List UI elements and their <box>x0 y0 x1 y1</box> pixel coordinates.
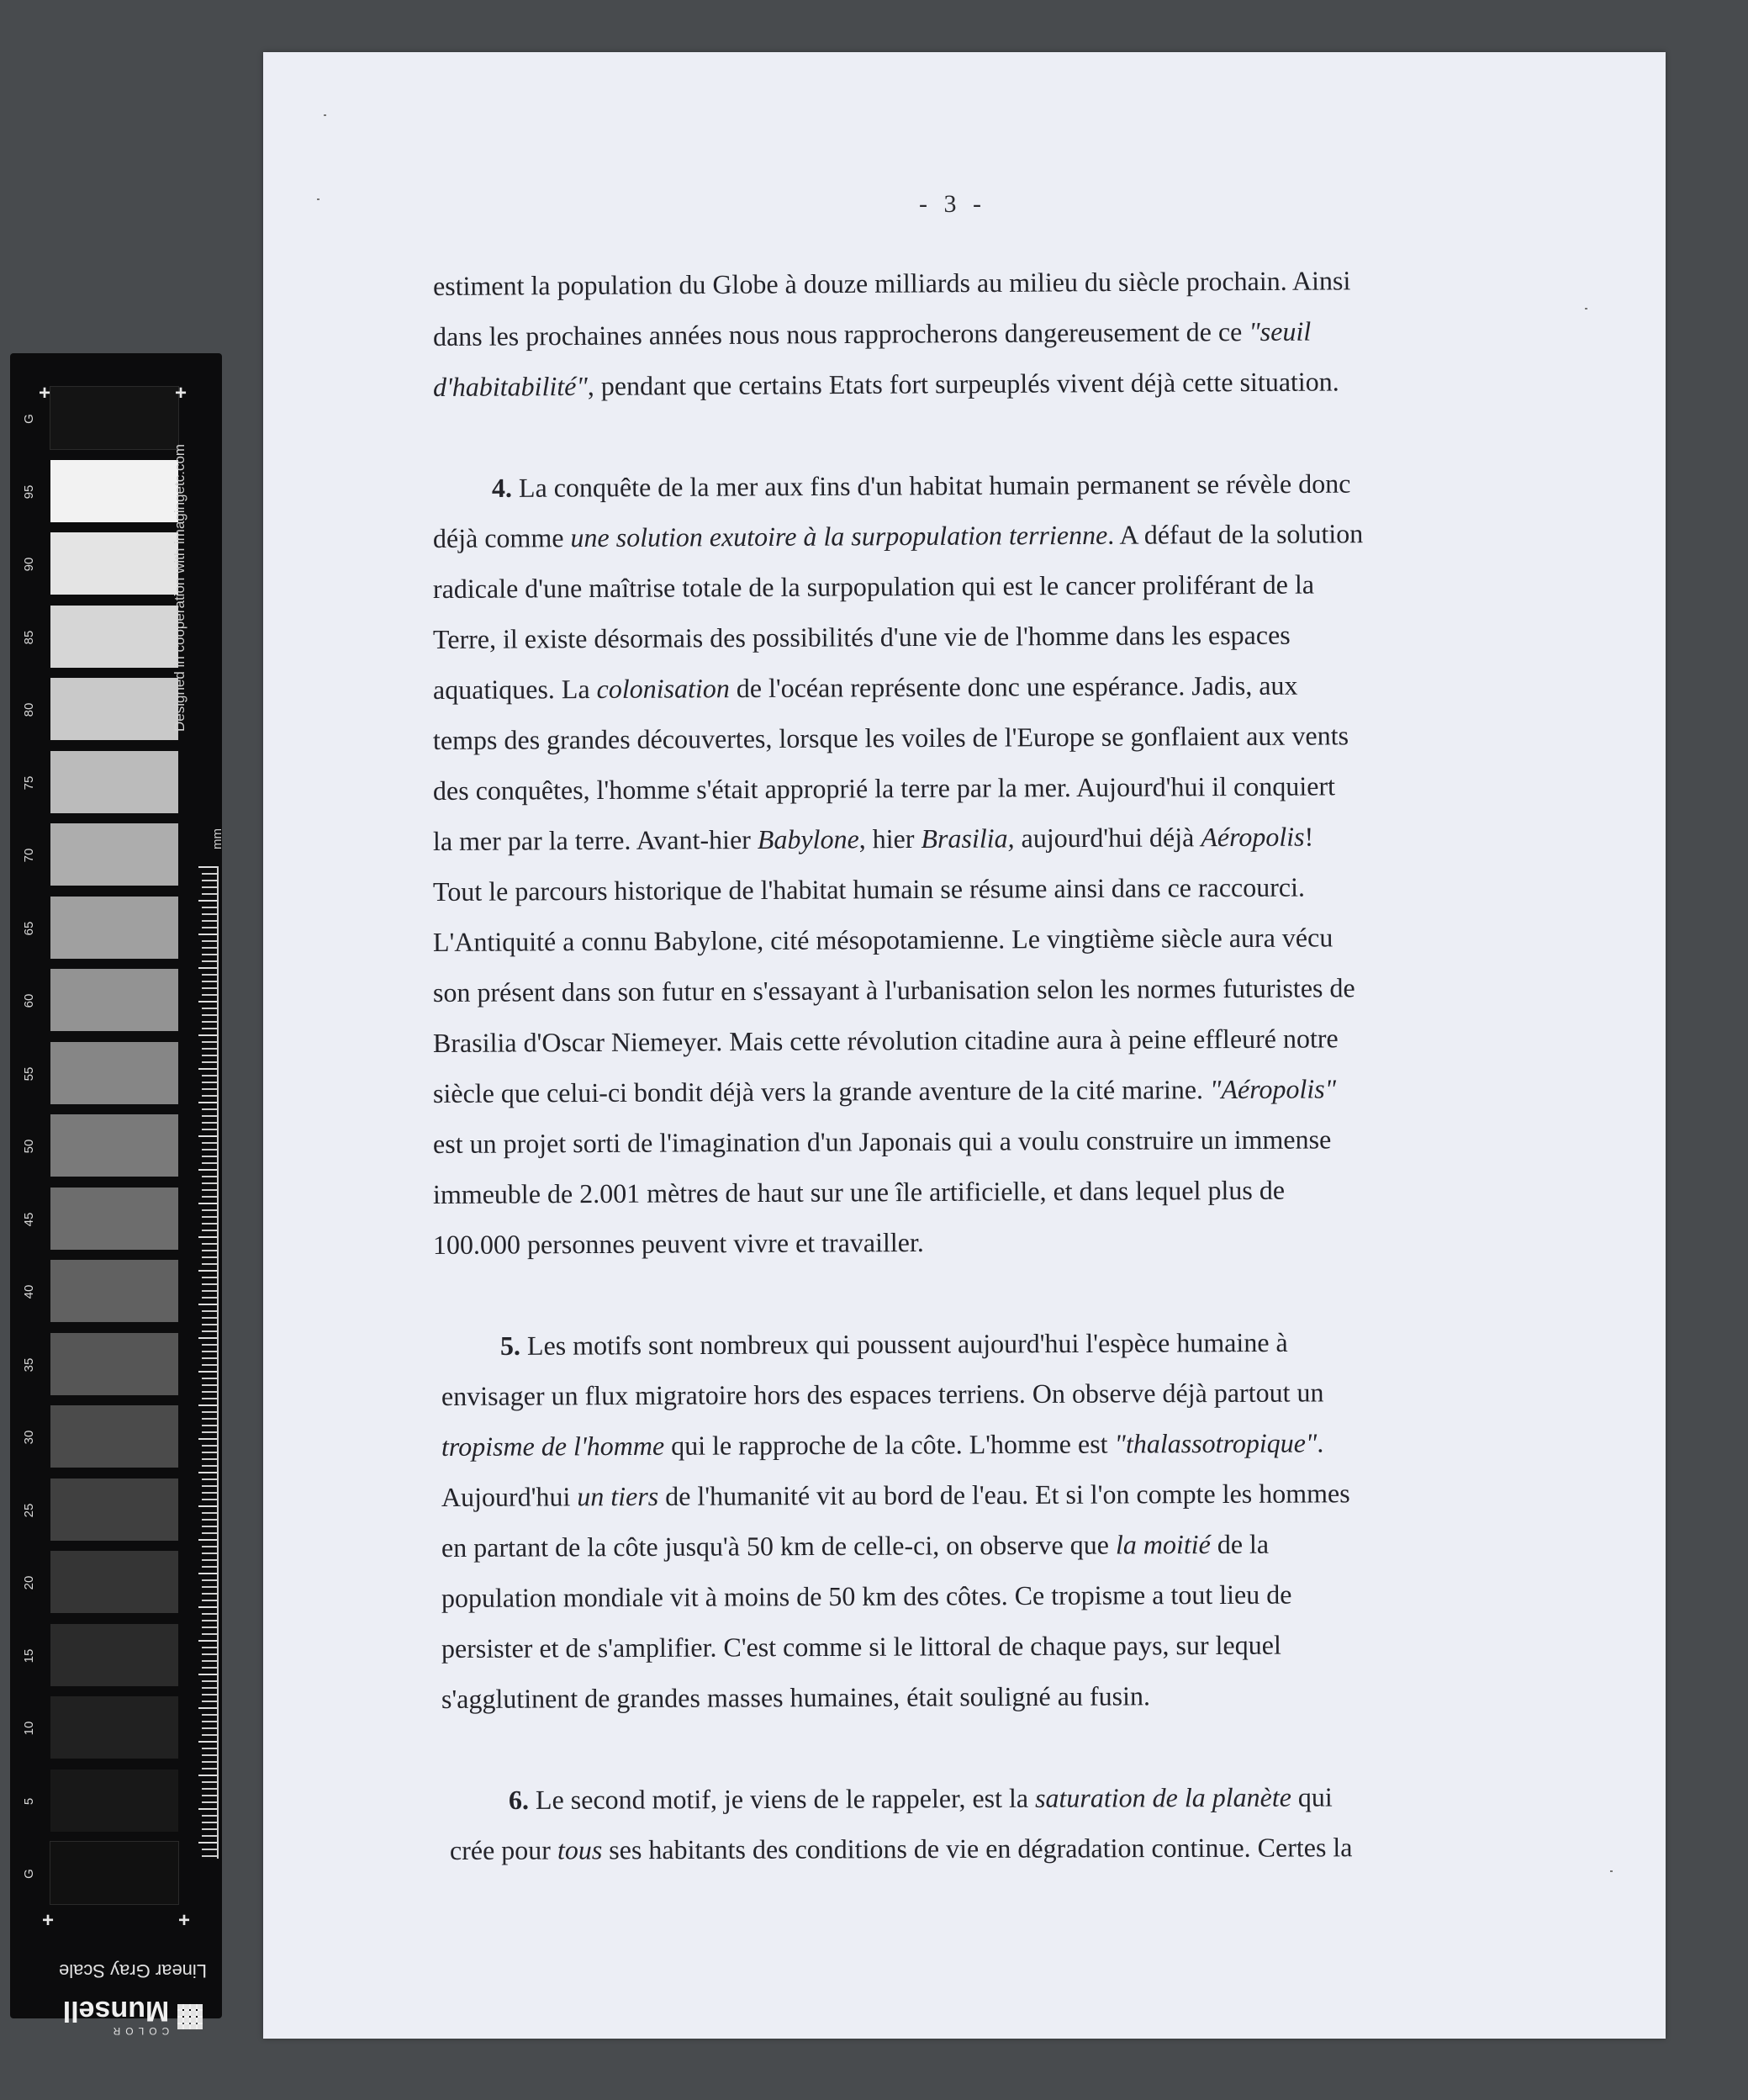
text-run: persister et de s'amplifier. C'est comme si le littoral de chaque pays, sur lequel <box>441 1629 1281 1664</box>
patch-label: 95 <box>22 484 36 499</box>
ruler-major-ticks <box>198 866 219 1859</box>
patch-label: 90 <box>22 557 36 572</box>
text-run: qui le rapproche de la côte. L'homme est <box>664 1428 1115 1461</box>
patch-label: 60 <box>22 993 36 1008</box>
patch-label: 45 <box>22 1212 36 1226</box>
gray-patch <box>50 1769 178 1832</box>
text-line <box>433 720 1349 756</box>
gray-patch <box>50 1260 178 1322</box>
italic-text: colonisation <box>596 673 730 704</box>
patch-label: G <box>22 414 36 424</box>
text-run: 100.000 personnes peuvent vivre et travailler. <box>432 1226 924 1260</box>
text-line <box>433 316 1311 352</box>
italic-text: un tiers <box>577 1480 659 1512</box>
text-run: dans les prochaines années nous nous rapprocherons dangereusement de ce <box>432 316 1249 352</box>
text-line <box>433 569 1314 605</box>
italic-text: "thalassotropique" <box>1114 1427 1318 1459</box>
text-line <box>441 1427 1323 1463</box>
italic-text: Brasilia, <box>921 823 1015 854</box>
text-line <box>433 972 1355 1008</box>
text-run: La conquête de la mer aux fins d'un habitat humain permanent se révèle donc <box>511 468 1351 503</box>
text-line <box>450 1832 1353 1866</box>
munsell-color-word: COLOR <box>108 2025 170 2037</box>
mm-label: mm <box>210 828 224 849</box>
text-run: Terre, il existe désormais des possibilités d'une vie de l'homme dans les espaces <box>432 619 1291 654</box>
gray-patch <box>50 969 178 1031</box>
gray-patch <box>50 532 178 595</box>
text-run: population mondiale vit à moins de 50 km des côtes. Ce tropisme a tout lieu de <box>441 1579 1292 1613</box>
patch-label: G <box>22 1869 36 1879</box>
scan-speck <box>317 198 319 200</box>
italic-text: "Aéropolis" <box>1209 1073 1337 1105</box>
text-run: aujourd'hui déjà <box>1014 822 1201 854</box>
text-run: immeuble de 2.001 mètres de haut sur une île artificielle, et dans lequel plus de <box>432 1174 1286 1209</box>
patch-label: 70 <box>22 848 36 863</box>
gray-patch <box>50 1333 178 1395</box>
text-run: temps des grandes découvertes, lorsque les voiles de l'Europe se gonflaient aux vents <box>432 720 1349 755</box>
text-line <box>441 1529 1269 1563</box>
patch-label: 75 <box>22 775 36 790</box>
gray-patch <box>50 1114 178 1177</box>
text-run: estiment la population du Globe à douze milliards au milieu du siècle prochain. Ainsi <box>432 265 1351 301</box>
gray-patch <box>50 1042 178 1104</box>
paragraph-number: 6. <box>508 1784 530 1815</box>
text-line <box>441 1478 1350 1513</box>
text-run: de l'océan représente donc une espérance. Jadis, aux <box>729 669 1298 704</box>
gray-patch <box>50 1405 178 1468</box>
patch-label: 10 <box>22 1721 36 1736</box>
gray-patch <box>50 606 178 668</box>
text-run: Le second motif, je viens de le rappeler, est la <box>528 1782 1036 1815</box>
scan-speck <box>1610 1870 1613 1872</box>
text-line <box>433 265 1351 302</box>
text-line <box>433 518 1363 554</box>
scan-speck <box>324 114 326 116</box>
italic-text: Aéropolis <box>1201 821 1305 853</box>
gray-patch <box>50 751 178 813</box>
italic-text: la moitié <box>1115 1529 1211 1560</box>
text-run: de la <box>1210 1528 1270 1560</box>
text-line <box>433 1175 1285 1210</box>
plus-mark: + <box>175 382 187 405</box>
text-line <box>433 1023 1339 1059</box>
patch-label: 50 <box>22 1139 36 1154</box>
gray-scale-strip <box>10 353 224 2037</box>
text-line <box>492 468 1351 504</box>
gray-patch <box>50 678 178 740</box>
italic-text: tous <box>557 1834 603 1865</box>
text-run: s'agglutinent de grandes masses humaines, était souligné au fusin. <box>441 1680 1150 1714</box>
text-line <box>433 620 1291 655</box>
patch-label: 20 <box>22 1575 36 1590</box>
text-run: L'Antiquité a connu Babylone, cité mésopotamienne. Le vingtième siècle aura vécu <box>432 922 1333 957</box>
plus-mark: + <box>39 382 51 405</box>
text-run: ses habitants des conditions de vie en dégradation continue. Certes la <box>602 1832 1353 1865</box>
text-line <box>441 1377 1324 1412</box>
text-line <box>433 822 1313 857</box>
patch-label: 40 <box>22 1284 36 1299</box>
patch-label: 30 <box>22 1430 36 1445</box>
patch-label: 80 <box>22 702 36 717</box>
text-run: Les motifs sont nombreux qui poussent aujourd'hui l'espèce humaine à <box>520 1326 1288 1361</box>
italic-text: Babylone <box>757 823 859 854</box>
text-line <box>433 872 1305 907</box>
text-run: Tout le parcours historique de l'habitat humain se résume ainsi dans ce raccourci. <box>432 871 1306 907</box>
gray-patch <box>50 1696 178 1759</box>
text-run: Aujourd'hui <box>441 1481 578 1512</box>
text-line <box>500 1327 1288 1362</box>
text-run: siècle que celui-ci bondit déjà vers la grande aventure de la cité marine. <box>432 1074 1211 1108</box>
text-run: . A défaut de la solution <box>1107 518 1364 550</box>
text-run: ! <box>1304 821 1314 852</box>
patch-label: 65 <box>22 921 36 935</box>
patch-label: 5 <box>22 1797 36 1805</box>
patch-label: 35 <box>22 1357 36 1372</box>
text-line <box>441 1630 1281 1664</box>
text-line <box>441 1680 1150 1715</box>
munsell-logo <box>57 1992 209 2042</box>
text-run: crée pour <box>449 1834 557 1865</box>
text-line <box>433 922 1333 958</box>
patch-label: 25 <box>22 1503 36 1517</box>
italic-text: d'habitabilité" <box>432 370 588 402</box>
gray-patch <box>50 1478 178 1541</box>
paragraph-number: 4. <box>491 472 513 503</box>
gray-patch <box>50 387 178 449</box>
text-line <box>433 770 1335 807</box>
patch-label: 85 <box>22 630 36 644</box>
text-line <box>509 1782 1333 1816</box>
text-run: envisager un flux migratoire hors des espaces terriens. On observe déjà partout un <box>441 1377 1324 1411</box>
text-run: déjà comme <box>432 522 571 553</box>
gray-patch <box>50 1188 178 1250</box>
gray-patch <box>50 897 178 959</box>
text-run: aquatiques. La <box>432 673 597 705</box>
munsell-grid-icon <box>177 2004 203 2029</box>
text-line <box>441 1579 1292 1614</box>
text-run: en partant de la côte jusqu'à 50 km de celle-ci, on observe que <box>441 1529 1116 1563</box>
document-page <box>263 52 1666 2039</box>
text-run: des conquêtes, l'homme s'était approprié la terre par la mer. Aujourd'hui il conquiert <box>432 770 1336 806</box>
italic-text: "seuil <box>1249 315 1312 347</box>
paragraph-number: 5. <box>499 1330 521 1361</box>
text-run: la mer par la terre. Avant-hier <box>432 823 758 856</box>
gray-patch <box>50 823 178 886</box>
text-run: qui <box>1291 1781 1333 1812</box>
gray-patch <box>50 460 178 522</box>
gray-patch <box>50 1624 178 1686</box>
italic-text: tropisme de l'homme <box>441 1430 665 1462</box>
patch-label: 15 <box>22 1648 36 1663</box>
text-line <box>433 366 1339 403</box>
text-run: de l'humanité vit au bord de l'eau. Et si l'on compte les hommes <box>658 1478 1350 1511</box>
text-run: , pendant que certains Etats fort surpeuplés vivent déjà cette situation. <box>587 366 1339 401</box>
gray-patch <box>50 1551 178 1613</box>
gray-patch <box>50 1842 178 1904</box>
patch-label: 55 <box>22 1066 36 1081</box>
text-run: , hier <box>858 823 922 854</box>
linear-gray-scale-label: Linear Gray Scale <box>58 1960 208 1981</box>
text-run: radicale d'une maîtrise totale de la surpopulation qui est le cancer proliférant de la <box>432 569 1315 604</box>
text-line <box>433 1124 1331 1160</box>
text-run: . <box>1317 1427 1324 1458</box>
scan-speck <box>1585 308 1587 309</box>
plus-mark: + <box>42 1909 55 1932</box>
text-run: Brasilia d'Oscar Niemeyer. Mais cette révolution citadine aura à peine effleuré notre <box>432 1023 1339 1058</box>
text-run: est un projet sorti de l'imagination d'un Japonais qui a voulu construire un immense <box>432 1124 1332 1159</box>
plus-mark: + <box>178 1909 191 1932</box>
page-number: - 3 - <box>919 190 986 218</box>
text-line <box>433 1227 924 1261</box>
munsell-brand: Munsell <box>62 1995 170 2027</box>
designed-in-cooperation-text: Designed in cooperation with imagingetc.com <box>172 443 187 732</box>
text-run: son présent dans son futur en s'essayant à l'urbanisation selon les normes futuristes de <box>432 972 1355 1008</box>
text-line <box>433 670 1298 706</box>
italic-text: une solution exutoire à la surpopulation terrienne <box>570 519 1108 553</box>
italic-text: saturation de la planète <box>1034 1781 1291 1813</box>
ruler-edge <box>217 866 219 1859</box>
text-line <box>433 1073 1336 1109</box>
